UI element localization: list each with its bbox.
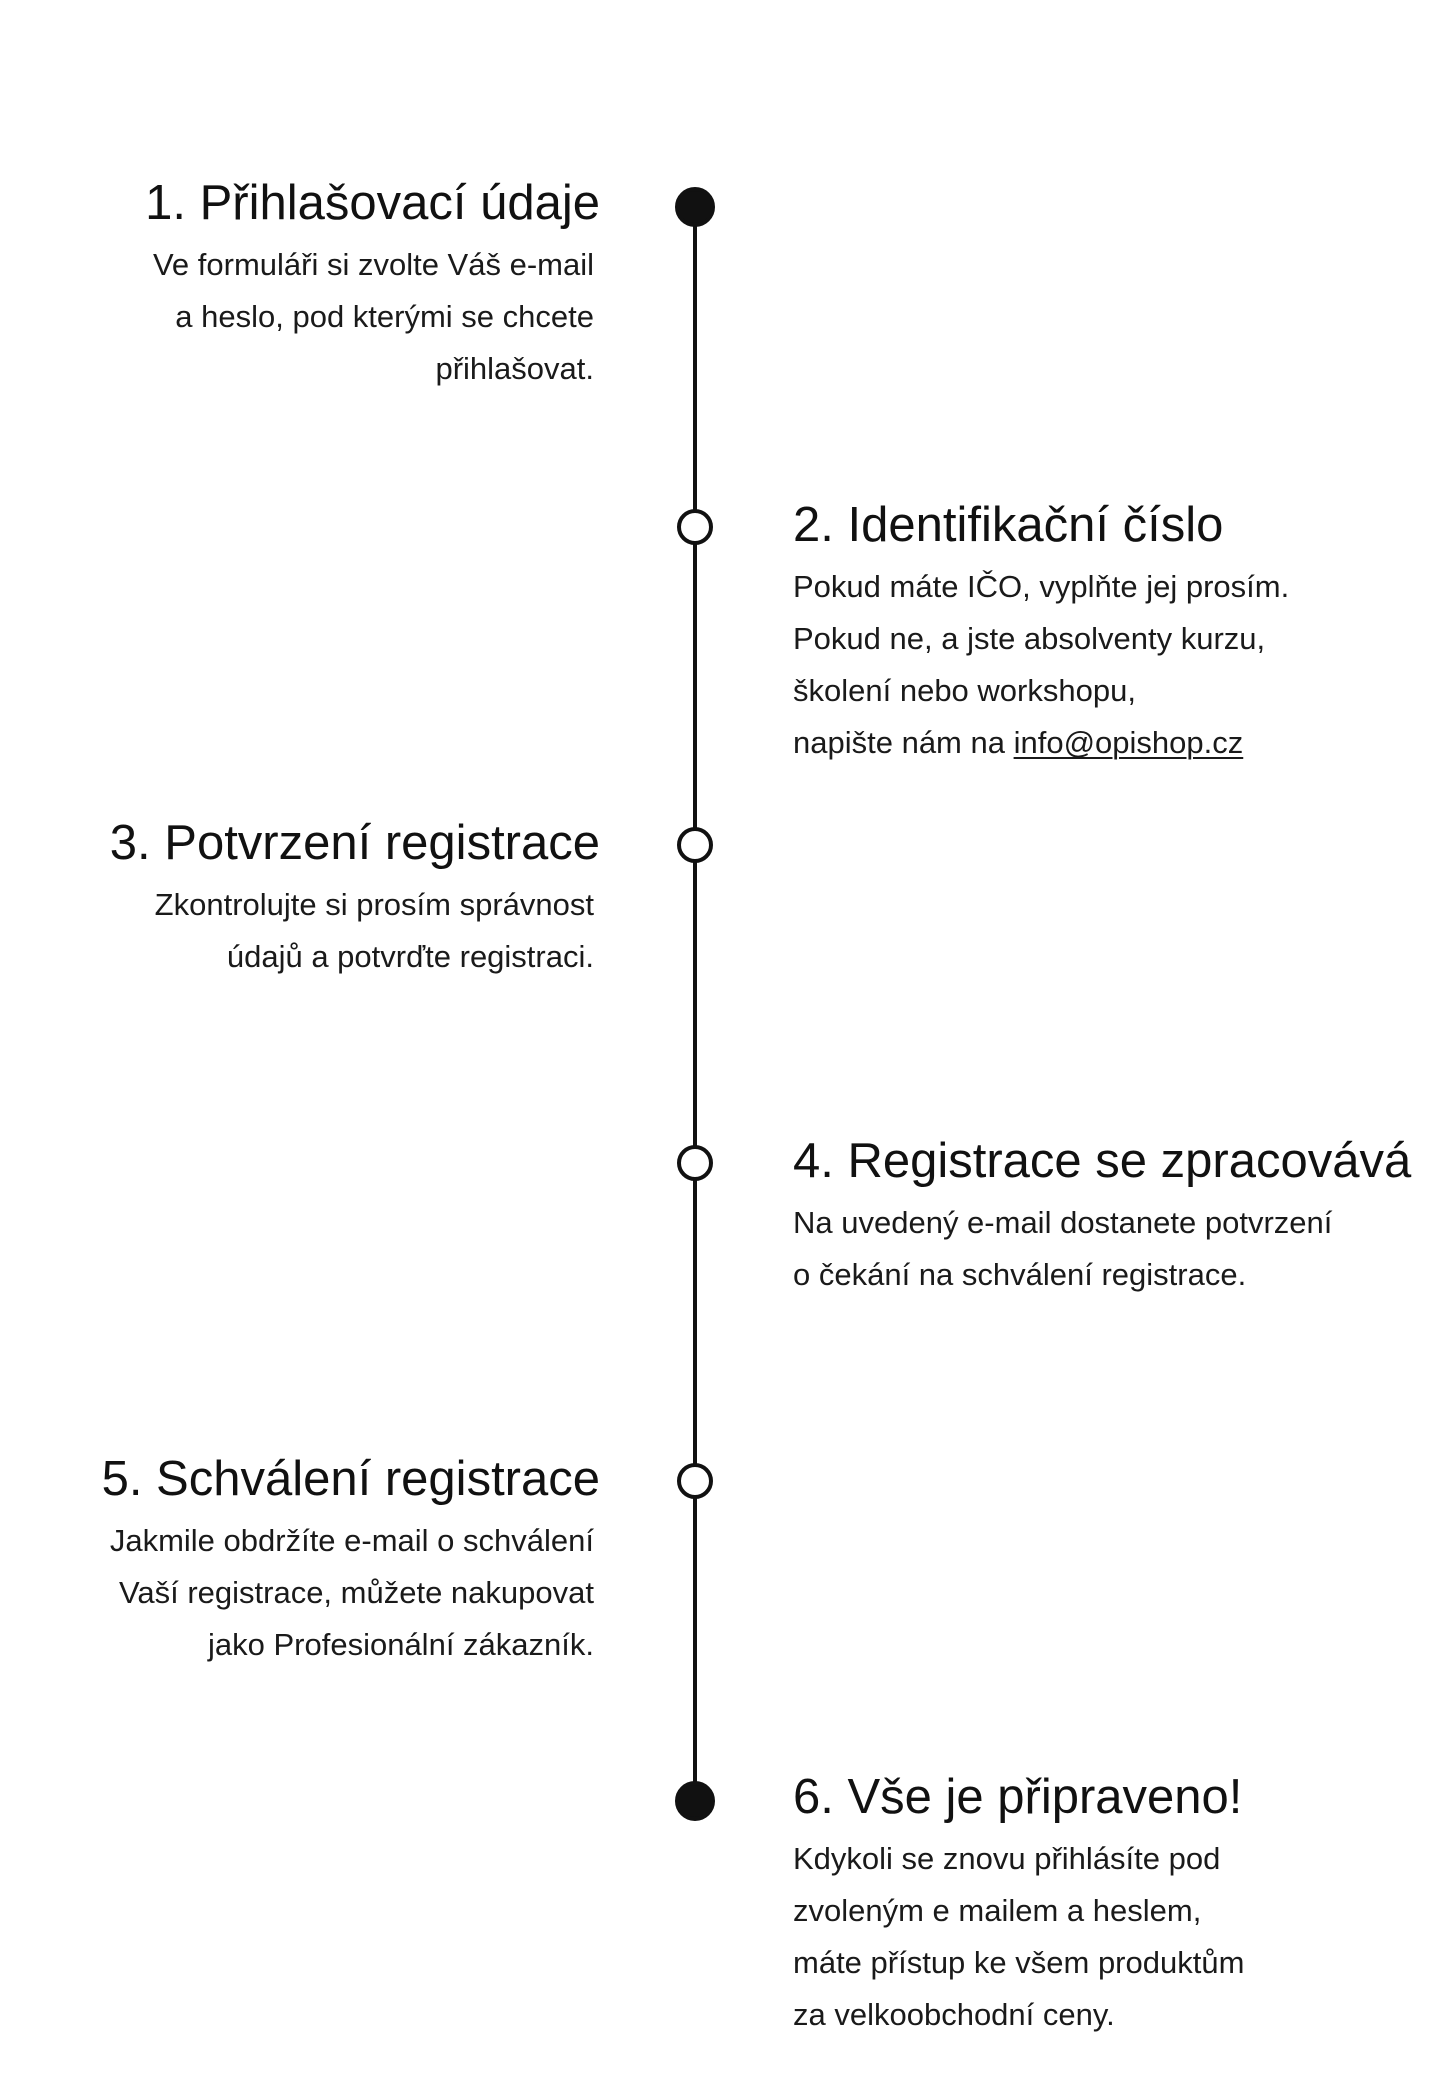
step-6-line-3: máte přístup ke všem produktům	[793, 1945, 1245, 1980]
step-2-link-prefix: napište nám na	[793, 725, 1014, 760]
timeline-line	[693, 207, 697, 1803]
step-2	[793, 495, 1289, 769]
step-1-line-2: a heslo, pod kterými se chcete	[175, 299, 594, 334]
step-1	[145, 173, 600, 395]
timeline-node-2	[677, 509, 713, 545]
step-1-title: 1. Přihlašovací údaje	[145, 176, 600, 230]
step-5-line-1: Jakmile obdržíte e-mail o schválení	[109, 1523, 594, 1558]
timeline-node-6	[675, 1781, 715, 1821]
step-1-description	[145, 239, 600, 395]
step-2-title: 2. Identifikační číslo	[793, 498, 1224, 552]
timeline-node-3	[677, 827, 713, 863]
step-3-line-2: údajů a potvrďte registraci.	[226, 939, 594, 974]
timeline-node-4	[677, 1145, 713, 1181]
step-5-line-3: jako Profesionální zákazník.	[208, 1627, 594, 1662]
step-2-line-2: Pokud ne, a jste absolventy kurzu,	[793, 621, 1266, 656]
step-6-title: 6. Vše je připraveno!	[793, 1770, 1243, 1824]
step-3-description	[110, 879, 600, 983]
step-1-line-1: Ve formuláři si zvolte Váš e-mail	[152, 247, 594, 282]
step-1-line-3: přihlašovat.	[435, 351, 594, 386]
step-5-description	[102, 1515, 600, 1671]
step-5	[102, 1449, 600, 1671]
step-4-description	[793, 1197, 1411, 1301]
timeline-node-5	[677, 1463, 713, 1499]
step-2-line-3: školení nebo workshopu,	[793, 673, 1136, 708]
step-4-title: 4. Registrace se zpracovává	[793, 1134, 1412, 1188]
step-6-line-4: za velkoobchodní ceny.	[793, 1997, 1115, 2032]
step-2-line-4	[793, 717, 1289, 769]
step-3-line-1: Zkontrolujte si prosím správnost	[154, 887, 594, 922]
step-6-line-2: zvoleným e mailem a heslem,	[793, 1893, 1202, 1928]
contact-email-link[interactable]: info@opishop.cz	[1013, 725, 1244, 760]
step-3	[110, 813, 600, 983]
step-6	[793, 1767, 1244, 2041]
step-5-title: 5. Schválení registrace	[101, 1452, 600, 1506]
step-4-line-2: o čekání na schválení registrace.	[793, 1257, 1247, 1292]
timeline-node-1	[675, 187, 715, 227]
step-2-description	[793, 561, 1289, 769]
step-4-line-1: Na uvedený e-mail dostanete potvrzení	[793, 1205, 1333, 1240]
step-2-line-1: Pokud máte IČO, vyplňte jej prosím.	[793, 569, 1290, 604]
step-3-title: 3. Potvrzení registrace	[109, 816, 600, 870]
step-5-line-2: Vaší registrace, můžete nakupovat	[118, 1575, 594, 1610]
step-6-description	[793, 1833, 1244, 2041]
step-4	[793, 1131, 1411, 1301]
step-6-line-1: Kdykoli se znovu přihlásíte pod	[793, 1841, 1221, 1876]
